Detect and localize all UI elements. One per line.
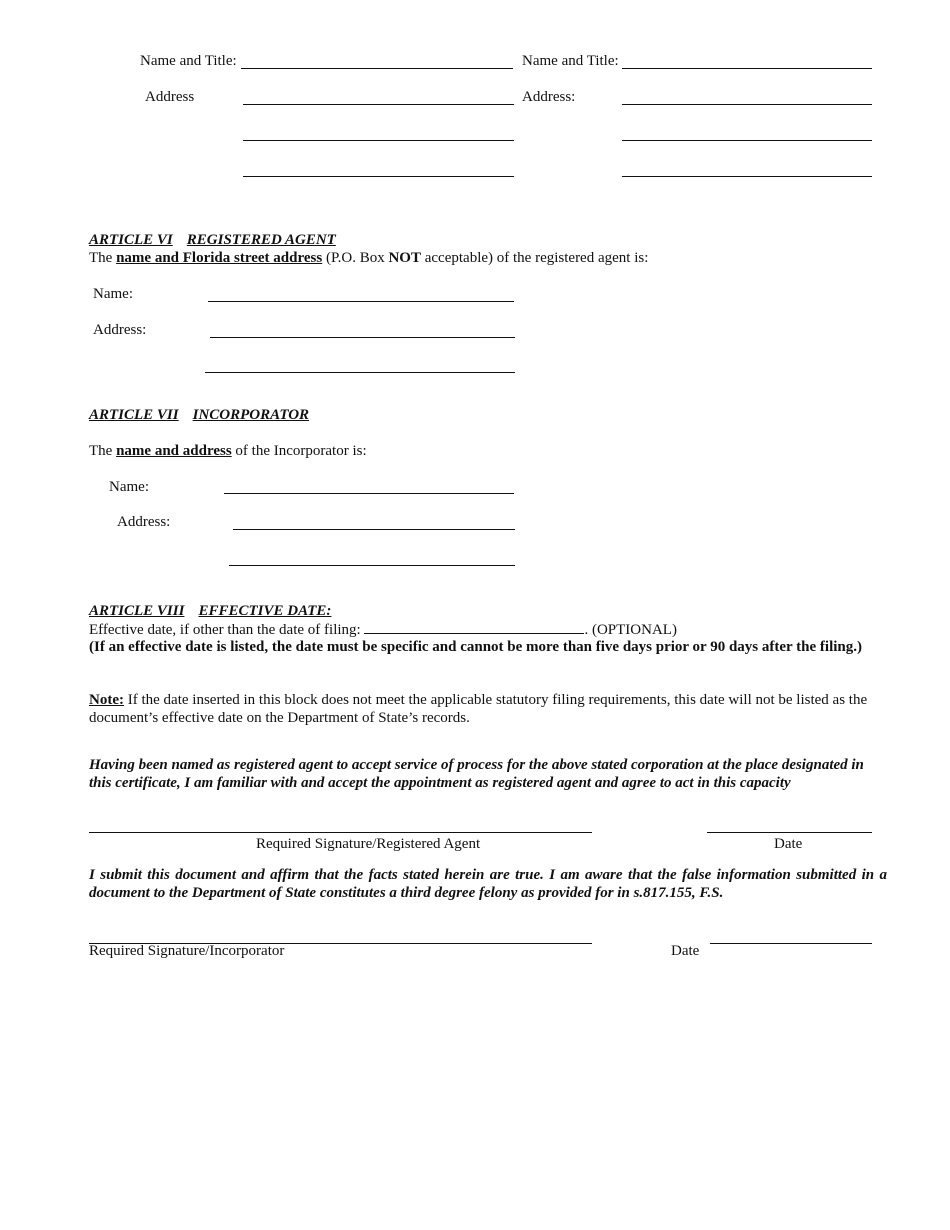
incorporator-address-label: Address: <box>117 514 171 530</box>
article-7-intro <box>89 442 367 460</box>
right-name-title-field[interactable] <box>622 68 872 69</box>
agent-address-line-2[interactable] <box>205 372 515 373</box>
effective-date-field[interactable] <box>364 620 584 634</box>
right-address-line-3[interactable] <box>622 176 872 177</box>
right-address-line-2[interactable] <box>622 140 872 141</box>
article-8-number: ARTICLE VIII <box>89 603 185 619</box>
incorporator-signature-label: Required Signature/Incorporator <box>89 943 285 959</box>
article-6-title: REGISTERED AGENT <box>186 232 336 248</box>
agent-signature-label: Required Signature/Registered Agent <box>256 836 481 852</box>
article-6-intro-emphasis: name and Florida street address <box>116 250 323 266</box>
article-6-intro-mid: (P.O. Box <box>322 250 389 266</box>
right-address-label: Address: <box>522 89 576 105</box>
agent-signature-line[interactable] <box>89 832 592 833</box>
note-label: Note: <box>89 692 124 708</box>
effective-date-optional: . (OPTIONAL) <box>584 622 677 638</box>
incorporator-address-line-1[interactable] <box>233 529 515 530</box>
incorporator-name-label: Name: <box>109 479 149 495</box>
agent-name-label: Name: <box>93 286 133 302</box>
left-address-line-3[interactable] <box>243 176 514 177</box>
article-7-intro-after: of the Incorporator is: <box>231 443 367 459</box>
incorporator-date-line[interactable] <box>710 943 872 944</box>
article-7-number: ARTICLE VII <box>89 407 179 423</box>
incorporator-date-label: Date <box>671 943 700 959</box>
article-6-intro-before: The <box>89 250 117 266</box>
agent-date-line[interactable] <box>707 832 872 833</box>
note-text: If the date inserted in this block does not meet the applicable statutory filing requirements, this date will not be listed as the document’s effective date on the Department of State’s records. <box>89 692 868 726</box>
agent-address-label: Address: <box>93 322 147 338</box>
incorporator-name-field[interactable] <box>224 493 514 494</box>
agent-address-line-1[interactable] <box>210 337 515 338</box>
left-name-title-field[interactable] <box>241 68 513 69</box>
agent-date-label: Date <box>774 836 803 852</box>
effective-date-note <box>89 691 884 727</box>
left-address-line-2[interactable] <box>243 140 514 141</box>
incorporator-affirmation-statement: I submit this document and affirm that the facts stated herein are true. I am aware that the false information submitted in a document to the Department of State constitutes a third degree felony as provided for in s.817.155, F.S. <box>89 867 887 901</box>
article-7-title: INCORPORATOR <box>192 407 310 423</box>
article-6-intro <box>89 249 648 267</box>
article-6-intro-not: NOT <box>388 250 421 266</box>
left-name-title-label: Name and Title: <box>140 53 237 69</box>
right-name-title-label: Name and Title: <box>522 53 619 69</box>
right-address-line-1[interactable] <box>622 104 872 105</box>
left-address-line-1[interactable] <box>243 104 514 105</box>
article-6-heading <box>89 231 336 249</box>
article-7-intro-emphasis: name and address <box>116 443 232 459</box>
left-address-label: Address <box>145 89 195 105</box>
article-6-number: ARTICLE VI <box>89 232 173 248</box>
article-7-heading <box>89 406 309 424</box>
article-7-intro-before: The <box>89 443 117 459</box>
article-6-intro-after: acceptable) of the registered agent is: <box>420 250 649 266</box>
effective-date-row <box>89 620 677 639</box>
agent-name-field[interactable] <box>208 301 514 302</box>
effective-date-label: Effective date, if other than the date of filing: <box>89 622 365 638</box>
article-8-heading <box>89 602 331 620</box>
incorporator-address-line-2[interactable] <box>229 565 515 566</box>
effective-date-rule: (If an effective date is listed, the date must be specific and cannot be more than five days prior or 90 days after the filing.) <box>89 639 862 655</box>
article-8-title: EFFECTIVE DATE: <box>198 603 332 619</box>
agent-acceptance-statement: Having been named as registered agent to accept service of process for the above stated corporation at the place designated in this certificate, I am familiar with and accept the appointment as registered agent and agree to act in this capacity <box>89 757 864 791</box>
